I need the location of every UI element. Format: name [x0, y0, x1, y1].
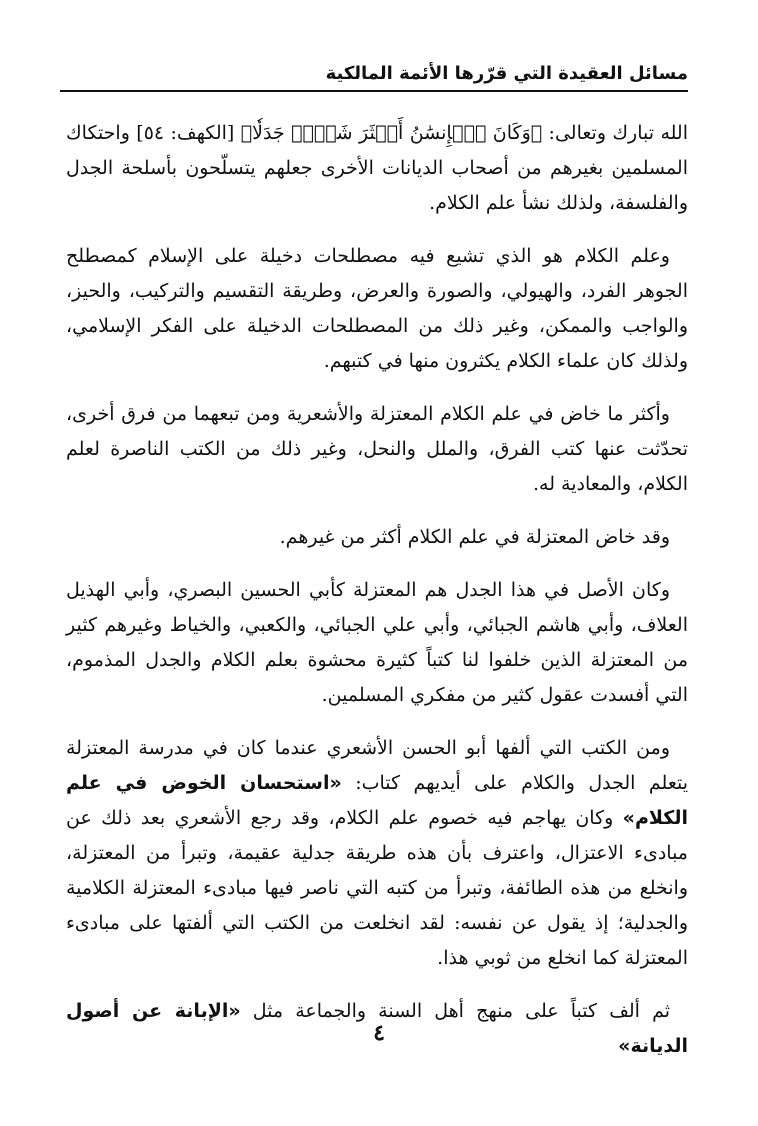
- paragraph-6-post: وكان يهاجم فيه خصوم علم الكلام، وقد رجع الأشعري بعد ذلك عن مبادىء الاعتزال، واعترف بأن هذه طريقة جدلية عقيمة، وتبرأ من المعتزلة، وانخلع من هذه الطائفة، وتبرأ من كتبه التي ناصر فيها مبادىء المعتزلة الكلامية والجدلية؛ إذ يقول عن نفسه: لقد انخلعت من الكتب التي ألفتها على مبادىء المعتزلة كما انخلع من ثوبي هذا.: [66, 807, 688, 969]
- header-title: مسائل العقيدة التي قرّرها الأئمة المالكية: [325, 63, 688, 84]
- paragraph-1-post: [الكهف: ٥٤] واحتكاك المسلمين بغيرهم من أصحاب الديانات الأخرى جعلهم يتسلّحون بأسلحة الجدل والفلسفة، ولذلك نشأ علم الكلام.: [66, 122, 688, 214]
- book-title-istihsan: «استحسان الخوض في علم الكلام»: [66, 772, 688, 829]
- paragraph-2: وعلم الكلام هو الذي تشيع فيه مصطلحات دخيلة على الإسلام كمصطلح الجوهر الفرد، والهيولي، والصورة والعرض، وطريقة التقسيم والتركيب، والحيز، والواجب والممكن، وغير ذلك من المصطلحات الدخيلة على الفكر الإسلامي، ولذلك كان علماء الكلام يكثرون منها في كتبهم.: [66, 245, 688, 372]
- paragraph-5: وكان الأصل في هذا الجدل هم المعتزلة كأبي الحسين البصري، وأبي الهذيل العلاف، وأبي هاشم الجبائي، وأبي علي الجبائي، والكعبي، والخياط وغيرهم كثير من المعتزلة الذين خلفوا لنا كتباً كثيرة محشوة بعلم الكلام والجدل المذموم، التي أفسدت عقول كثير من مفكري المسلمين.: [66, 579, 688, 706]
- paragraph-6: [66, 731, 688, 976]
- body-text: [66, 116, 688, 1082]
- page-number: ٤: [373, 1020, 385, 1046]
- paragraph-3: وأكثر ما خاض في علم الكلام المعتزلة والأشعرية ومن تبعهما من فرق أخرى، تحدّثت عنها كتب الفرق، والملل والنحل، وغير ذلك من الكتب الناصرة لعلم الكلام، والمعادية له.: [66, 403, 688, 495]
- paragraph-7-pre: ثم ألف كتباً على منهج أهل السنة والجماعة مثل: [240, 1000, 671, 1022]
- paragraph-1-pre: الله تبارك وتعالى:: [542, 122, 688, 144]
- paragraph-6-pre: ومن الكتب التي ألفها أبو الحسن الأشعري عندما كان في مدرسة المعتزلة يتعلم الجدل والكلام على أيديهم كتاب:: [66, 737, 689, 794]
- paragraph-1: [66, 116, 688, 221]
- running-header: [60, 52, 688, 92]
- book-title-ibana: «الإبانة عن أصول الديانة»: [66, 1000, 688, 1057]
- quran-verse: ﴿وَكَانَ ٱلۡإِنسَٰنُ أَكۡثَرَ شَيۡءٖ جَدَلٗا﴾: [240, 122, 543, 144]
- paragraph-4: وقد خاض المعتزلة في علم الكلام أكثر من غيرهم.: [279, 526, 670, 548]
